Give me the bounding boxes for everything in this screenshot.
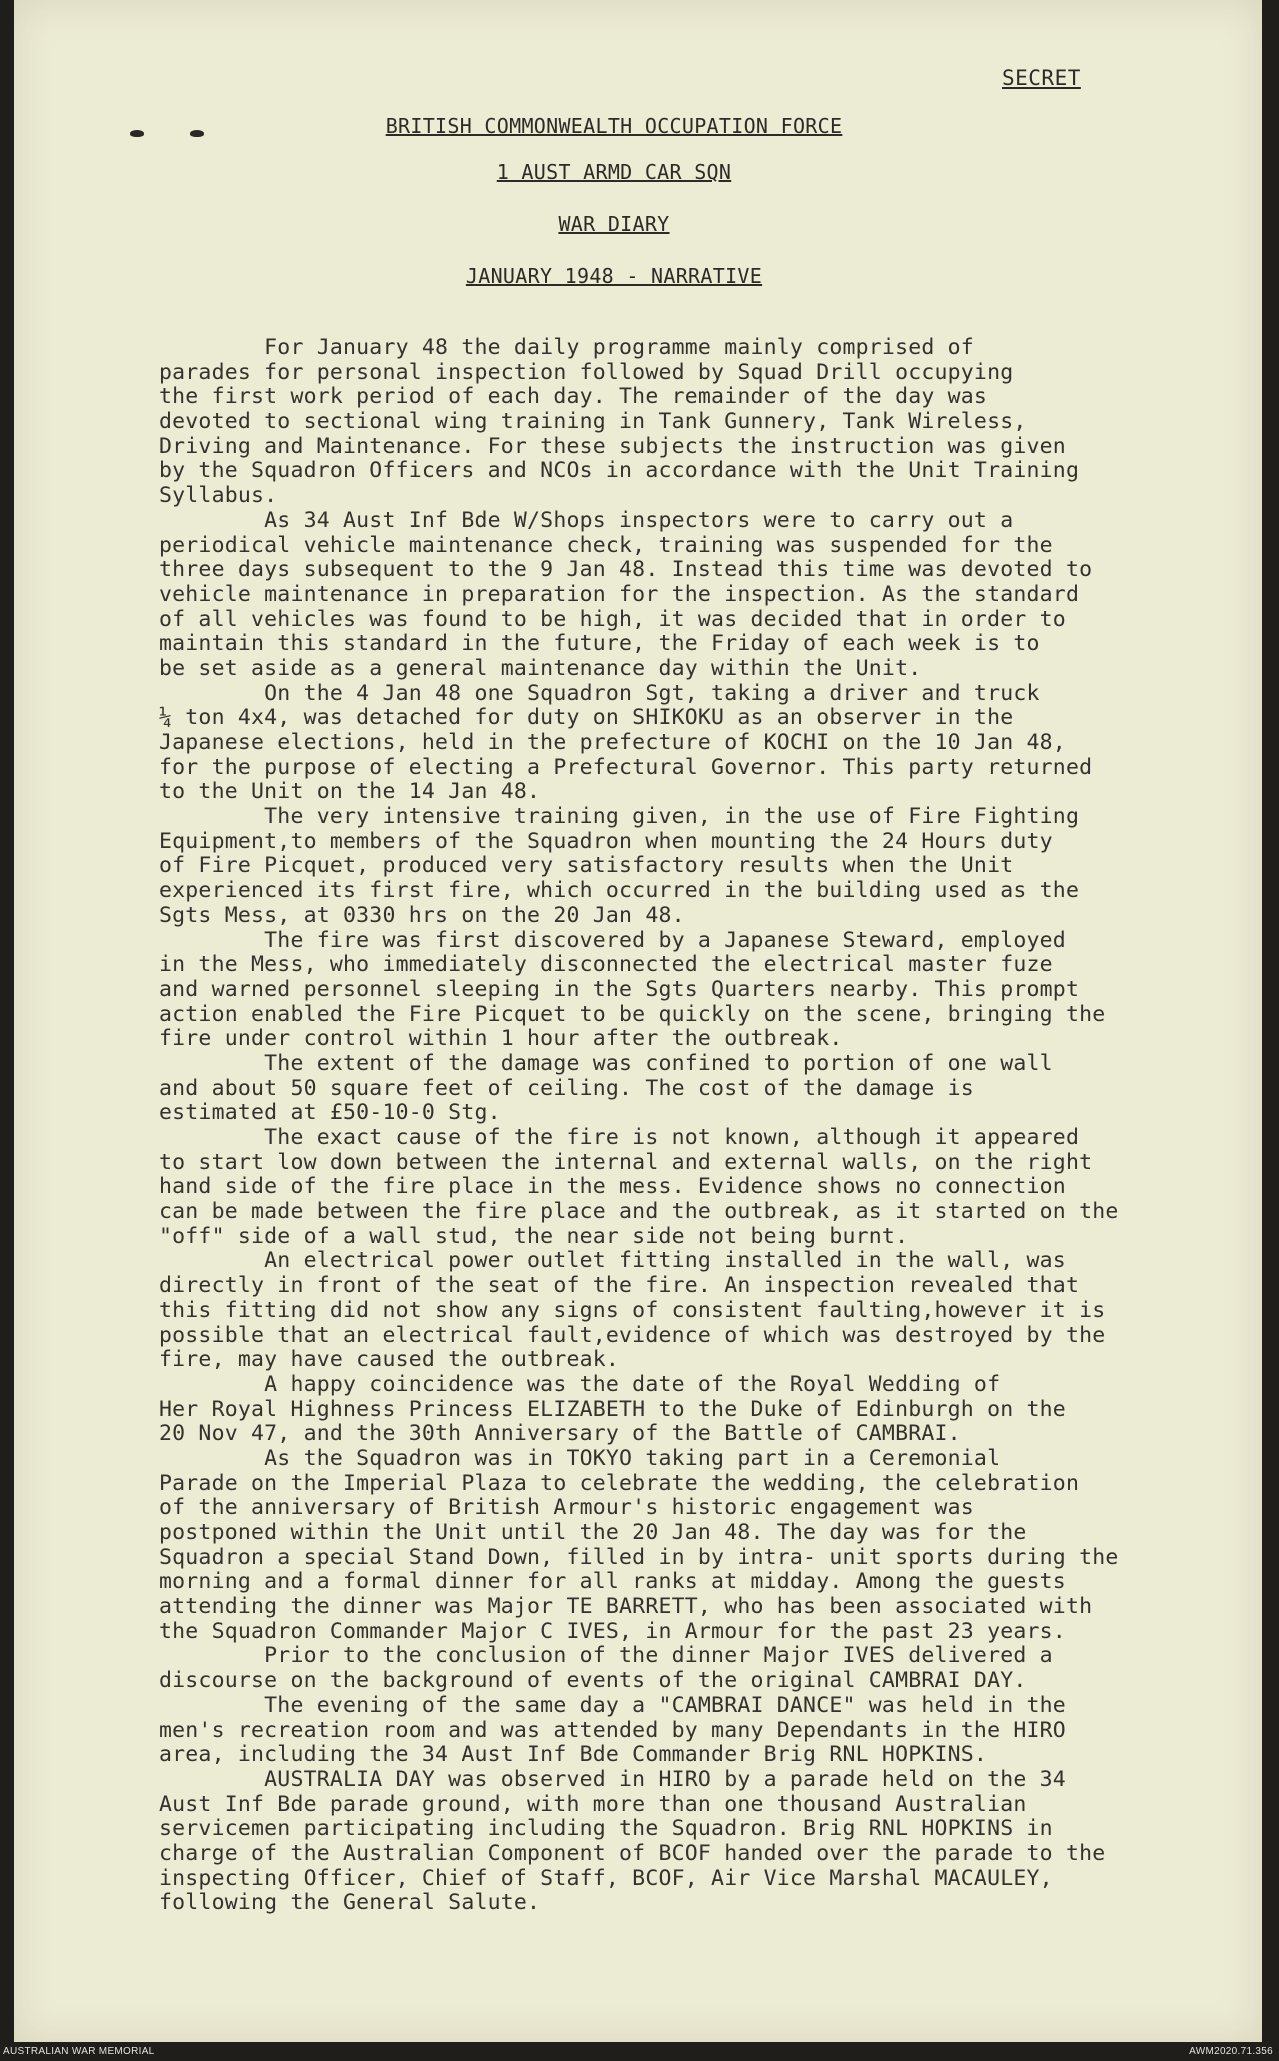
document-page: [14, 0, 1262, 2042]
text-line: discourse on the background of events of the original CAMBRAI DAY.: [159, 1668, 1027, 1694]
text-line: for the purpose of electing a Prefectural Governor. This party returned: [159, 754, 1093, 780]
text-line: For January 48 the daily programme mainly comprised of: [159, 335, 974, 360]
text-line: AUSTRALIA DAY was observed in HIRO by a parade held on the 34: [159, 1766, 1066, 1792]
text-line: hand side of the fire place in the mess. Evidence shows no connection: [159, 1174, 1066, 1200]
text-line: morning and a formal dinner for all ranks at midday. Among the guests: [159, 1569, 1066, 1595]
text-line: the first work period of each day. The remainder of the day was: [159, 384, 988, 410]
text-line: As 34 Aust Inf Bde W/Shops inspectors were to carry out a: [159, 507, 1014, 533]
text-line: The exact cause of the fire is not known, although it appeared: [159, 1125, 1080, 1150]
text-line: be set aside as a general maintenance day within the Unit.: [159, 655, 922, 681]
text-line: "off" side of a wall stud, the near side not being burnt.: [159, 1223, 909, 1249]
text-line: Her Royal Highness Princess ELIZABETH to the Duke of Edinburgh on the: [159, 1396, 1066, 1422]
text-line: attending the dinner was Major TE BARRETT, who has been associated with: [159, 1594, 1093, 1620]
text-line: and warned personnel sleeping in the Sgts Quarters nearby. This prompt: [159, 976, 1080, 1002]
heading-unit: 1 AUST ARMD CAR SQN: [496, 160, 732, 184]
narrative-text: [159, 336, 1259, 1916]
text-line: fire under control within 1 hour after the outbreak.: [159, 1026, 843, 1052]
text-line: Parade on the Imperial Plaza to celebrate the wedding, the celebration: [159, 1470, 1080, 1496]
text-line: parades for personal inspection followed by Squad Drill occupying: [159, 359, 1014, 385]
text-line: An electrical power outlet fitting installed in the wall, was: [159, 1248, 1066, 1274]
text-line: 20 Nov 47, and the 30th Anniversary of the Battle of CAMBRAI.: [159, 1421, 961, 1447]
heading-organisation: BRITISH COMMONWEALTH OCCUPATION FORCE: [385, 114, 843, 138]
text-line: of the anniversary of British Armour's historic engagement was: [159, 1495, 974, 1521]
text-line: estimated at £50-10-0 Stg.: [159, 1100, 501, 1126]
text-line: As the Squadron was in TOKYO taking part in a Ceremonial: [159, 1445, 1001, 1471]
text-line: Aust Inf Bde parade ground, with more than one thousand Australian: [159, 1791, 1027, 1817]
text-line: area, including the 34 Aust Inf Bde Commander Brig RNL HOPKINS.: [159, 1742, 988, 1768]
text-line: in the Mess, who immediately disconnected the electrical master fuze: [159, 952, 1053, 978]
text-line: A happy coincidence was the date of the Royal Wedding of: [159, 1371, 1001, 1397]
footer-credit: AUSTRALIAN WAR MEMORIAL: [3, 2046, 155, 2057]
text-line: maintain this standard in the future, the Friday of each week is to: [159, 631, 1040, 657]
text-line: servicemen participating including the Squadron. Brig RNL HOPKINS in: [159, 1816, 1053, 1842]
text-line: charge of the Australian Component of BCOF handed over the parade to the: [159, 1840, 1106, 1866]
text-line: of all vehicles was found to be high, it was decided that in order to: [159, 606, 1066, 632]
text-line: Driving and Maintenance. For these subjects the instruction was given: [159, 433, 1066, 459]
text-line: Japanese elections, held in the prefecture of KOCHI on the 10 Jan 48,: [159, 730, 1066, 755]
text-line: Equipment,to members of the Squadron when mounting the 24 Hours duty: [159, 828, 1053, 854]
text-line: by the Squadron Officers and NCOs in accordance with the Unit Training: [159, 458, 1080, 484]
text-line: ¼ ton 4x4, was detached for duty on SHIKOKU as an observer in the: [159, 705, 1014, 731]
text-line: directly in front of the seat of the fire. An inspection revealed that: [159, 1273, 1080, 1299]
text-line: devoted to sectional wing training in Tank Gunnery, Tank Wireless,: [159, 409, 1027, 435]
text-line: of Fire Picquet, produced very satisfactory results when the Unit: [159, 853, 1014, 879]
text-line: Syllabus.: [159, 483, 278, 509]
text-line: the Squadron Commander Major C IVES, in Armour for the past 23 years.: [159, 1618, 1066, 1644]
text-line: this fitting did not show any signs of consistent faulting,however it is: [159, 1297, 1106, 1323]
text-line: The evening of the same day a "CAMBRAI DANCE" was held in the: [159, 1692, 1066, 1718]
text-line: action enabled the Fire Picquet to be quickly on the scene, bringing the: [159, 1001, 1106, 1027]
text-line: Sgts Mess, at 0330 hrs on the 20 Jan 48.: [159, 902, 685, 928]
footer-reference: AWM2020.71.356: [1189, 2046, 1273, 2057]
text-line: periodical vehicle maintenance check, training was suspended for the: [159, 532, 1053, 558]
text-line: inspecting Officer, Chief of Staff, BCOF, Air Vice Marshal MACAULEY,: [159, 1865, 1053, 1891]
text-line: The very intensive training given, in the use of Fire Fighting: [159, 804, 1080, 830]
text-line: and about 50 square feet of ceiling. The cost of the damage is: [159, 1075, 974, 1101]
text-line: to start low down between the internal and external walls, on the right: [159, 1149, 1093, 1175]
heading-period: JANUARY 1948 - NARRATIVE: [465, 264, 763, 288]
text-line: men's recreation room and was attended by many Dependants in the HIRO: [159, 1717, 1066, 1743]
text-line: postponed within the Unit until the 20 Jan 48. The day was for the: [159, 1520, 1027, 1545]
text-line: The extent of the damage was confined to portion of one wall: [159, 1050, 1053, 1076]
text-line: fire, may have caused the outbreak.: [159, 1347, 620, 1373]
text-line: Prior to the conclusion of the dinner Major IVES delivered a: [159, 1643, 1053, 1669]
classification-label: SECRET: [1002, 66, 1081, 90]
text-line: possible that an electrical fault,evidence of which was destroyed by the: [159, 1322, 1106, 1348]
text-line: vehicle maintenance in preparation for the inspection. As the standard: [159, 581, 1080, 607]
text-line: Squadron a special Stand Down, filled in by intra- unit sports during the: [159, 1544, 1119, 1570]
text-line: experienced its first fire, which occurred in the building used as the: [159, 878, 1080, 904]
text-line: can be made between the fire place and the outbreak, as it started on the: [159, 1199, 1119, 1225]
text-line: three days subsequent to the 9 Jan 48. Instead this time was devoted to: [159, 557, 1093, 583]
text-line: On the 4 Jan 48 one Squadron Sgt, taking a driver and truck: [159, 680, 1040, 706]
text-line: The fire was first discovered by a Japanese Steward, employed: [159, 927, 1066, 953]
text-line: to the Unit on the 14 Jan 48.: [159, 779, 541, 805]
text-line: following the General Salute.: [159, 1890, 541, 1916]
heading-war-diary: WAR DIARY: [558, 212, 670, 236]
